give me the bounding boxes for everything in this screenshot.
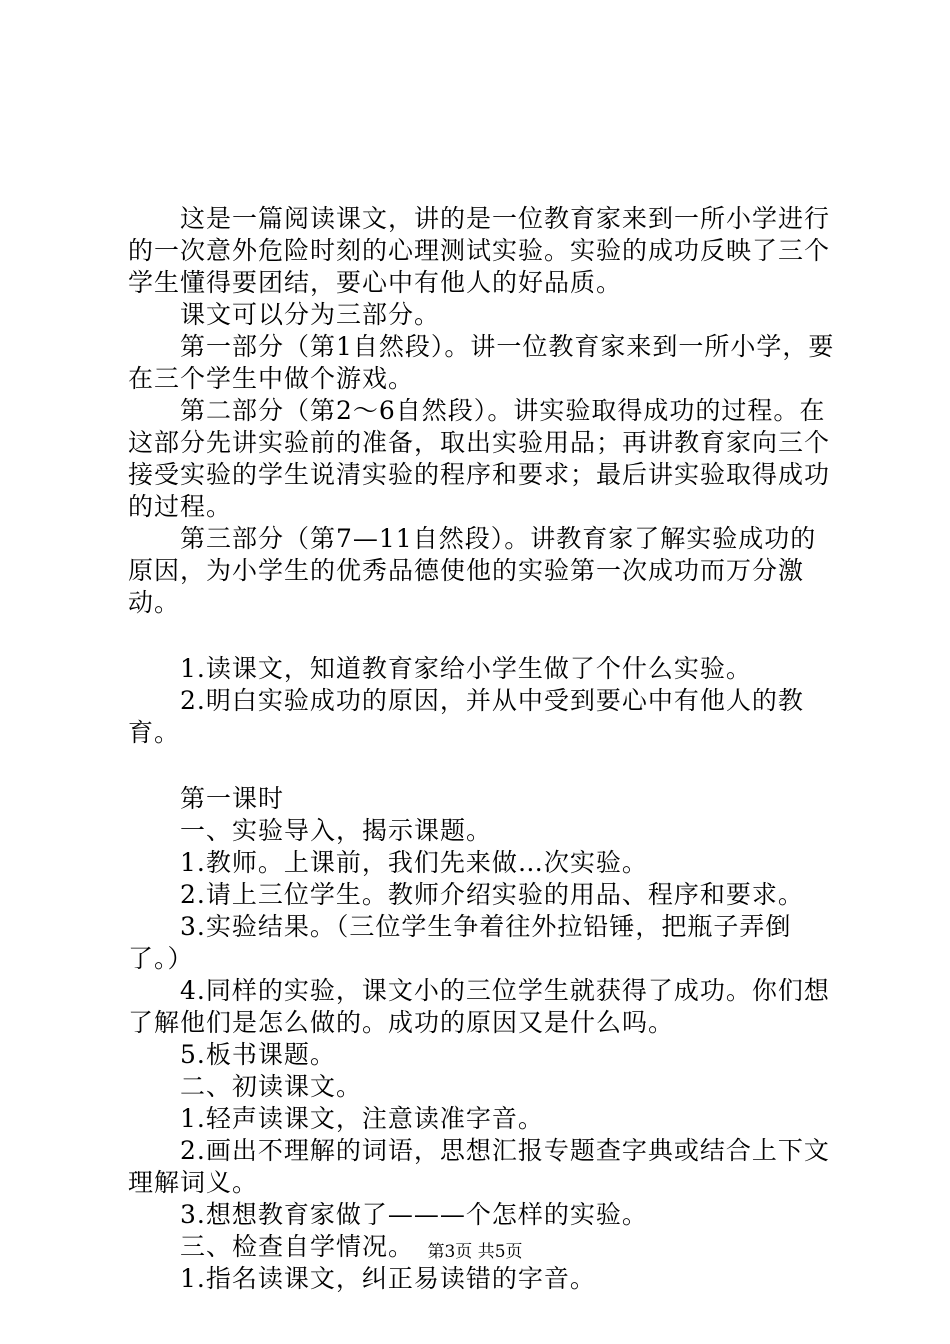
lesson-line: 4.同样的实验，课文小的三位学生就获得了成功。你们想了解他们是怎么做的。成功的原因又是什么吗。 [128, 976, 830, 1037]
lesson-line: 3.实验结果。（三位学生争着往外拉铅锤，把瓶子弄倒了。） [128, 912, 792, 973]
part-two-paragraph: 第二部分（第2～6自然段）。讲实验取得成功的过程。在这部分先讲实验前的准备，取出实验用品；再讲教育家向三个接受实验的学生说清实验的程序和要求；最后讲实验取得成功的过程。 [128, 396, 831, 521]
lesson-line: 二、初读课文。 [180, 1072, 363, 1101]
intro-paragraph: 这是一篇阅读课文，讲的是一位教育家来到一所小学进行的一次意外危险时刻的心理测试实验。实验的成功反映了三个学生懂得要团结，要心中有他人的好品质。 [128, 204, 831, 297]
part-three-paragraph: 第三部分（第7—11自然段）。讲教育家了解实验成功的原因，为小学生的优秀品德使他的实验第一次成功而万分激动。 [128, 524, 817, 617]
objective-item: 2.明白实验成功的原因，并从中受到要心中有他人的教育。 [128, 686, 804, 747]
lesson-line: 1.指名读课文，纠正易读错的字音。 [180, 1264, 596, 1293]
document-body [128, 203, 838, 1295]
lesson-line: 5.板书课题。 [180, 1040, 336, 1069]
lesson-line: 一、实验导入，揭示课题。 [180, 816, 493, 845]
page-footer: 第3页 共5页 [427, 1242, 523, 1262]
section-gap [128, 619, 838, 653]
lesson-line: 2.请上三位学生。教师介绍实验的用品、程序和要求。 [180, 880, 804, 909]
lesson-heading: 第一课时 [180, 784, 285, 813]
lesson-line: 三、检查自学情况。 [180, 1232, 415, 1261]
lesson-line: 1.教师。上课前，我们先来做…次实验。 [180, 848, 648, 877]
part-one-paragraph: 第一部分（第1自然段）。讲一位教育家来到一所小学，要在三个学生中做个游戏。 [128, 332, 835, 393]
section-gap [128, 749, 838, 783]
objective-item: 1.读课文，知道教育家给小学生做了个什么实验。 [180, 654, 752, 683]
lesson-line: 2.画出不理解的词语，思想汇报专题查字典或结合上下文理解词义。 [128, 1136, 830, 1197]
lesson-line: 3.想想教育家做了———个怎样的实验。 [180, 1200, 648, 1229]
lesson-line: 1.轻声读课文，注意读准字音。 [180, 1104, 544, 1133]
structure-paragraph: 课文可以分为三部分。 [180, 300, 441, 329]
